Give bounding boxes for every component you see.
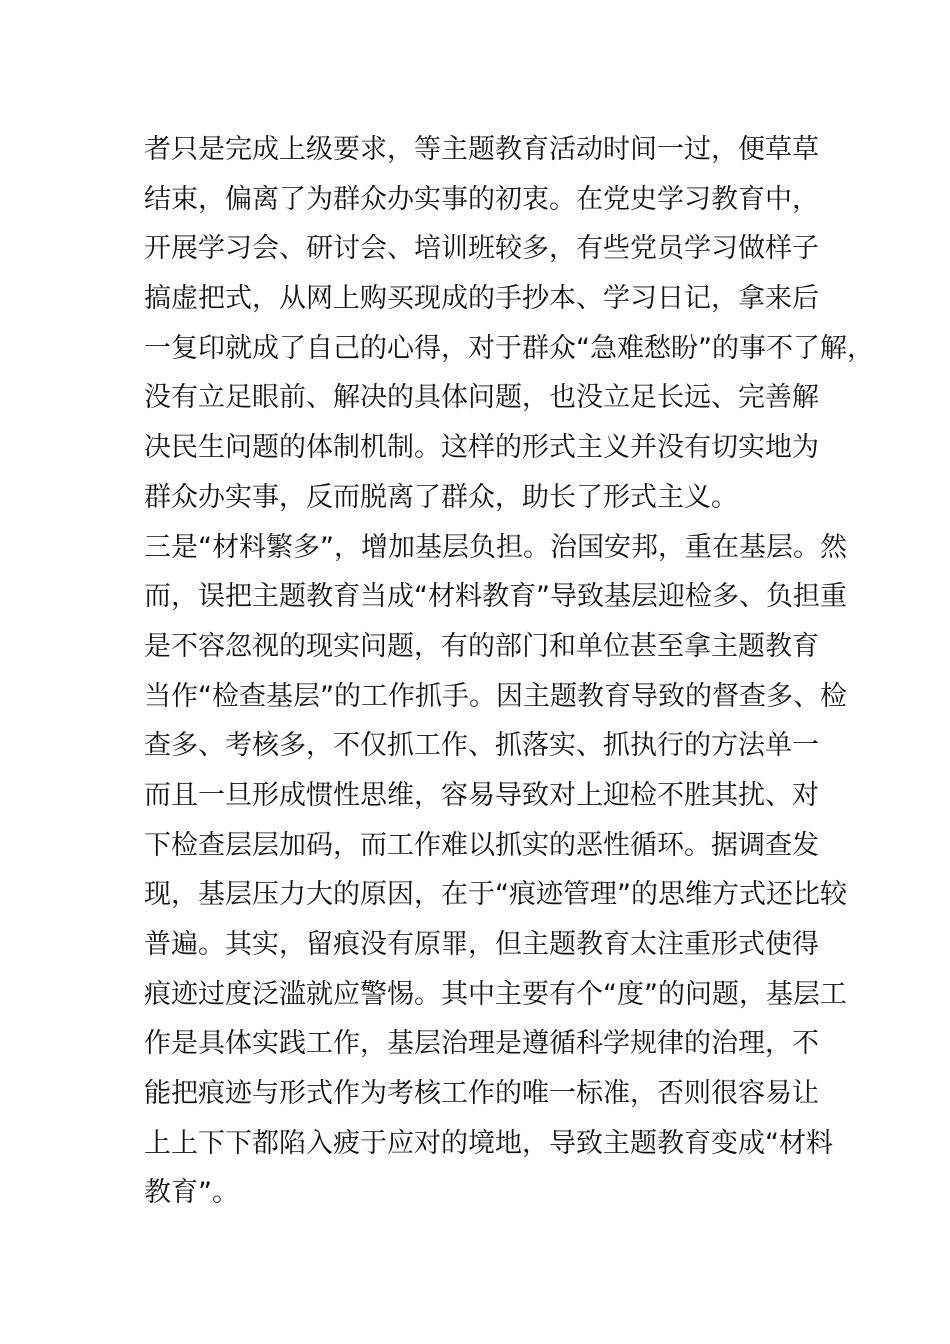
text-line: 上上下下都陷入疲于应对的境地，导致主题教育变成“材料 (144, 1127, 833, 1159)
text-line: 没有立足眼前、解决的具体问题，也没立足长远、完善解 (144, 382, 819, 414)
text-line: 决民生问题的体制机制。这样的形式主义并没有切实地为 (144, 432, 819, 464)
text-line: 群众办实事，反而脱离了群众，助长了形式主义。 (144, 481, 738, 513)
text-line: 搞虚把式，从网上购买现成的手抄本、学习日记，拿来后 (144, 283, 819, 315)
text-line: 痕迹过度泛滥就应警惕。其中主要有个“度”的问题，基层工 (144, 978, 847, 1010)
text-line: 能把痕迹与形式作为考核工作的唯一标准，否则很容易让 (144, 1078, 819, 1110)
text-line: 开展学习会、研讨会、培训班较多，有些党员学习做样子 (144, 233, 819, 265)
text-line: 一复印就成了自己的心得，对于群众“急难愁盼”的事不了解， (144, 332, 874, 364)
text-line: 现，基层压力大的原因，在于“痕迹管理”的思维方式还比较 (144, 879, 847, 911)
text-line: 查多、考核多，不仅抓工作、抓落实、抓执行的方法单一 (144, 730, 819, 762)
text-line: 作是具体实践工作，基层治理是遵循科学规律的治理，不 (144, 1028, 819, 1060)
text-line: 当作“检查基层”的工作抓手。因主题教育导致的督查多、检 (144, 680, 847, 712)
text-line: 普遍。其实，留痕没有原罪，但主题教育太注重形式使得 (144, 929, 819, 960)
text-line: 是不容忽视的现实问题，有的部门和单位甚至拿主题教育 (144, 630, 819, 662)
text-line: 教育”。 (144, 1177, 239, 1209)
text-line: 下检查层层加码，而工作难以抓实的恶性循环。据调查发 (144, 829, 819, 861)
body-text (144, 125, 874, 1218)
text-line: 结束，偏离了为群众办实事的初衷。在党史学习教育中， (144, 183, 819, 215)
text-line: 者只是完成上级要求，等主题教育活动时间一过，便草草 (144, 134, 819, 165)
text-line: 而，误把主题教育当成“材料教育”导致基层迎检多、负担重 (144, 581, 847, 613)
text-line: 而且一旦形成惯性思维，容易导致对上迎检不胜其扰、对 (144, 779, 819, 811)
text-line: 三是“材料繁多”，增加基层负担。治国安邦，重在基层。然 (144, 531, 847, 563)
